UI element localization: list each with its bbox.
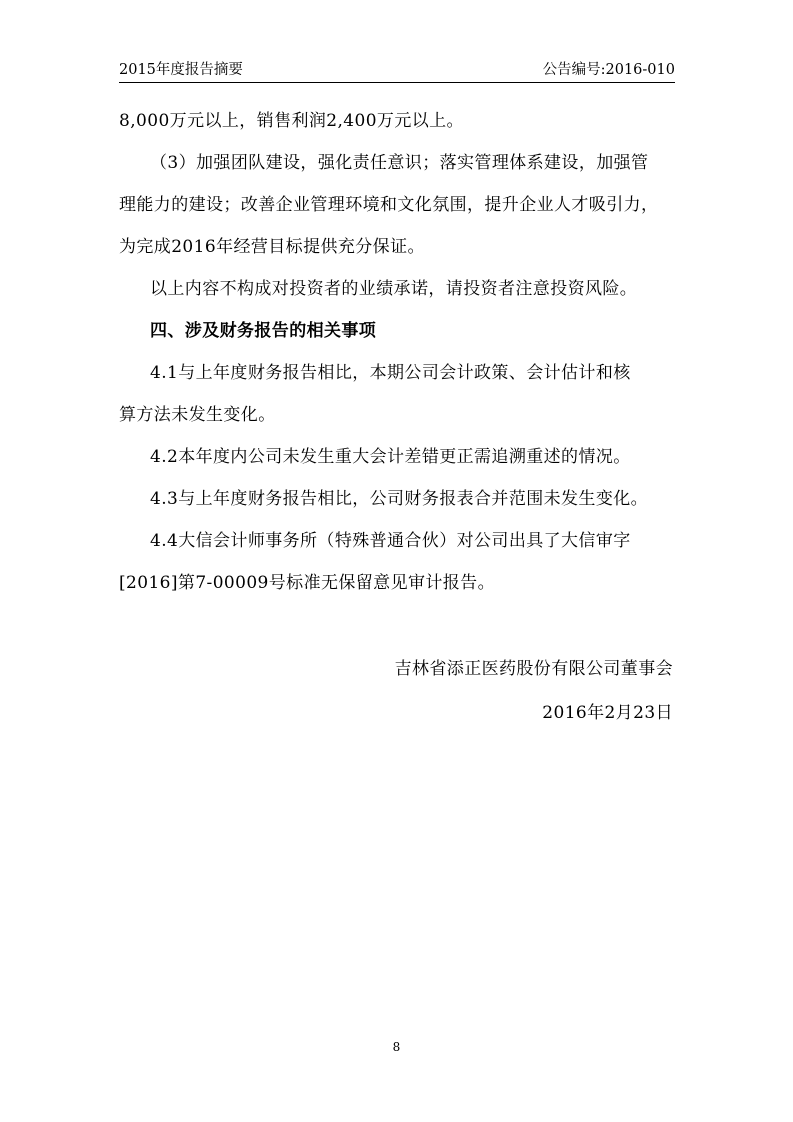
page-number: 8 bbox=[392, 1040, 401, 1054]
body-line: 4.4大信会计师事务所（特殊普通合伙）对公司出具了大信审字 bbox=[150, 531, 631, 551]
header-divider bbox=[119, 82, 675, 83]
body-line: 算方法未发生变化。 bbox=[119, 405, 276, 425]
disclaimer-line: 以上内容不构成对投资者的业绩承诺，请投资者注意投资风险。 bbox=[150, 279, 638, 299]
body-line: [2016]第7-00009号标准无保留意见审计报告。 bbox=[119, 573, 495, 593]
body-line: 8,000万元以上，销售利润2,400万元以上。 bbox=[119, 111, 464, 131]
body-line: （3）加强团队建设，强化责任意识；落实管理体系建设，加强管 bbox=[150, 153, 649, 173]
signature-company: 吉林省添正医药股份有限公司董事会 bbox=[394, 659, 673, 679]
body-line: 4.3与上年度财务报告相比，公司财务报表合并范围未发生变化。 bbox=[150, 489, 649, 509]
report-title: 2015年度报告摘要 bbox=[119, 62, 243, 78]
body-line: 4.1与上年度财务报告相比，本期公司会计政策、会计估计和核 bbox=[150, 363, 631, 383]
section-heading: 四、涉及财务报告的相关事项 bbox=[150, 321, 377, 341]
body-line: 为完成2016年经营目标提供充分保证。 bbox=[119, 237, 425, 257]
body-line: 4.2本年度内公司未发生重大会计差错更正需追溯重述的情况。 bbox=[150, 447, 631, 467]
announcement-number: 公告编号:2016-010 bbox=[542, 62, 675, 78]
page-header bbox=[119, 56, 675, 80]
body-line: 理能力的建设；改善企业管理环境和文化氛围，提升企业人才吸引力， bbox=[119, 195, 659, 215]
signature-date: 2016年2月23日 bbox=[542, 703, 673, 723]
